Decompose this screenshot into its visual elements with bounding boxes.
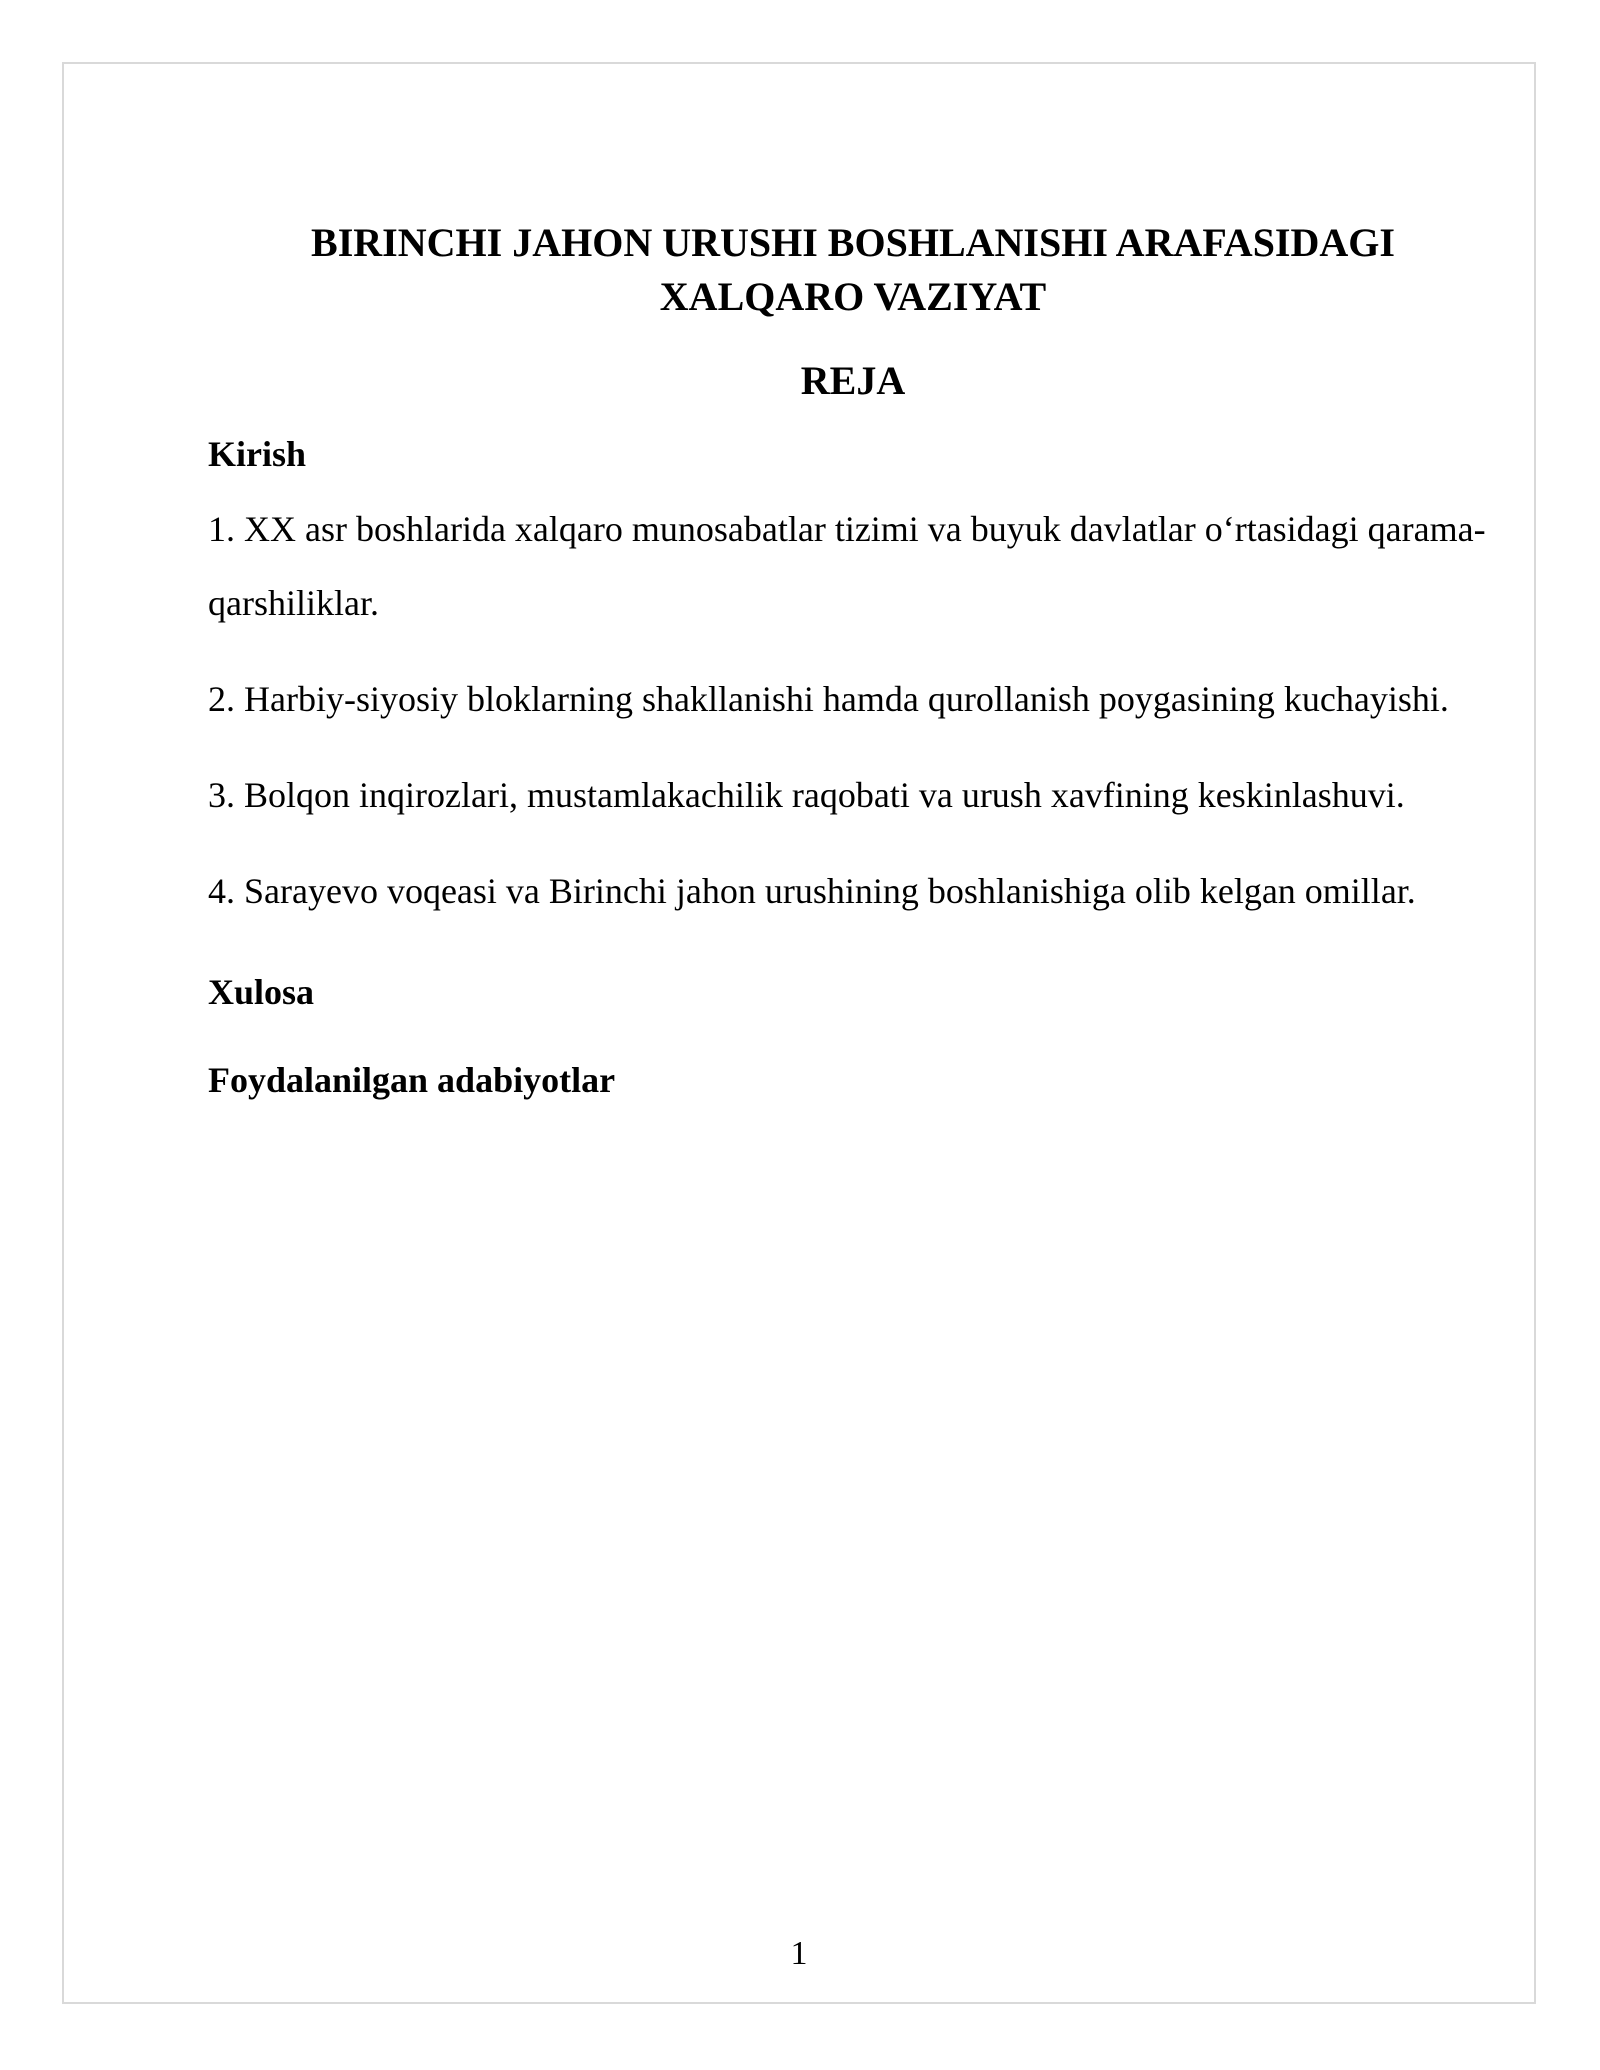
- plan-item-2: 2. Harbiy-siyosiy bloklarning shakllanishi hamda qurollanish poygasining kuchayishi.: [208, 679, 1449, 719]
- plan-item-4: 4. Sarayevo voqeasi va Birinchi jahon urushining boshlanishiga olib kelgan omillar.: [208, 871, 1416, 911]
- plan-heading: REJA: [800, 358, 906, 403]
- page-number: 1: [790, 1935, 808, 1972]
- plan-item-1: 1. XX asr boshlarida xalqaro munosabatlar tizimi va buyuk davlatlar o‘rtasidagi qarama-qarshiliklar.: [208, 509, 1486, 623]
- intro-heading: Kirish: [208, 434, 307, 474]
- title-line-1: BIRINCHI JAHON URUSHI BOSHLANISHI ARAFASIDAGI: [311, 220, 1395, 265]
- document-page: [62, 62, 1536, 2004]
- document-title: [208, 216, 1498, 324]
- references-heading: Foydalanilgan adabiyotlar: [208, 1060, 616, 1100]
- plan-item-3: 3. Bolqon inqirozlari, mustamlakachilik raqobati va urush xavfining keskinlashuvi.: [208, 775, 1405, 815]
- page-content: [208, 216, 1498, 1104]
- title-line-2: XALQARO VAZIYAT: [659, 274, 1047, 319]
- conclusion-heading: Xulosa: [208, 972, 315, 1012]
